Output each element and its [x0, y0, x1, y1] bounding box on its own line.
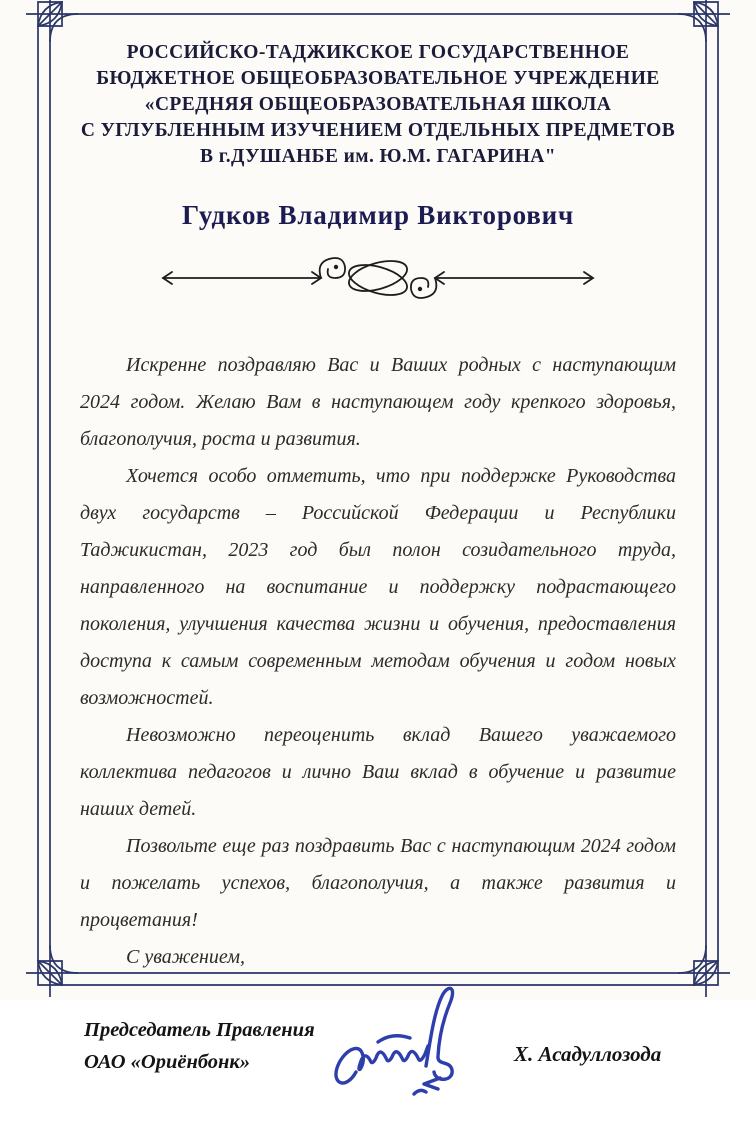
signer-title-line: Председатель Правления	[84, 1019, 315, 1041]
closing-line: С уважением,	[126, 946, 246, 968]
body-paragraph: Невозможно переоценить вклад Вашего уважаемого коллектива педагогов и лично Ваш вклад в обучение и развитие наших детей.	[80, 724, 676, 820]
recipient-name: Гудков Владимир Викторович	[181, 200, 575, 230]
letterhead-line: «СРЕДНЯЯ ОБЩЕОБРАЗОВАТЕЛЬНАЯ ШКОЛА	[144, 94, 612, 115]
signer-org: ОАО «Ориёнбонк»	[84, 1051, 251, 1073]
signer-name: Х. Асадуллозода	[514, 1042, 662, 1066]
body-paragraph: Искренне поздравляю Вас и Ваших родных с наступающим 2024 годом. Желаю Вам в наступающем году крепкого здоровья, благополучия, роста и развития.	[80, 354, 676, 450]
signature-block	[80, 990, 676, 1130]
signer-title	[84, 1014, 315, 1078]
letter-body	[80, 347, 676, 976]
letterhead-line: РОССИЙСКО-ТАДЖИКСКОЕ ГОСУДАРСТВЕННОЕ	[126, 42, 630, 63]
letterhead	[80, 40, 676, 170]
letterhead-line: БЮДЖЕТНОЕ ОБЩЕОБРАЗОВАТЕЛЬНОЕ УЧРЕЖДЕНИЕ	[96, 68, 660, 89]
body-paragraph: Позвольте еще раз поздравить Вас с наступающим 2024 годом и пожелать успехов, благополучия, а также развития и процветания!	[80, 835, 676, 931]
ornamental-divider-icon	[80, 251, 676, 307]
handwritten-signature-icon	[326, 976, 496, 1106]
letterhead-line: С УГЛУБЛЕННЫМ ИЗУЧЕНИЕМ ОТДЕЛЬНЫХ ПРЕДМЕТОВ	[80, 120, 676, 141]
body-paragraph: Хочется особо отметить, что при поддержке Руководства двух государств – Российской Федерации и Республики Таджикистан, 2023 год был полон созидательного труда, направленного на воспитание и поддержку подрастающего поколения, улучшения качества жизни и обучения, предоставления доступа к самым современным методам обучения и годом новых возможностей.	[80, 465, 676, 709]
letterhead-line: В г.ДУШАНБЕ им. Ю.М. ГАГАРИНА"	[200, 146, 556, 167]
